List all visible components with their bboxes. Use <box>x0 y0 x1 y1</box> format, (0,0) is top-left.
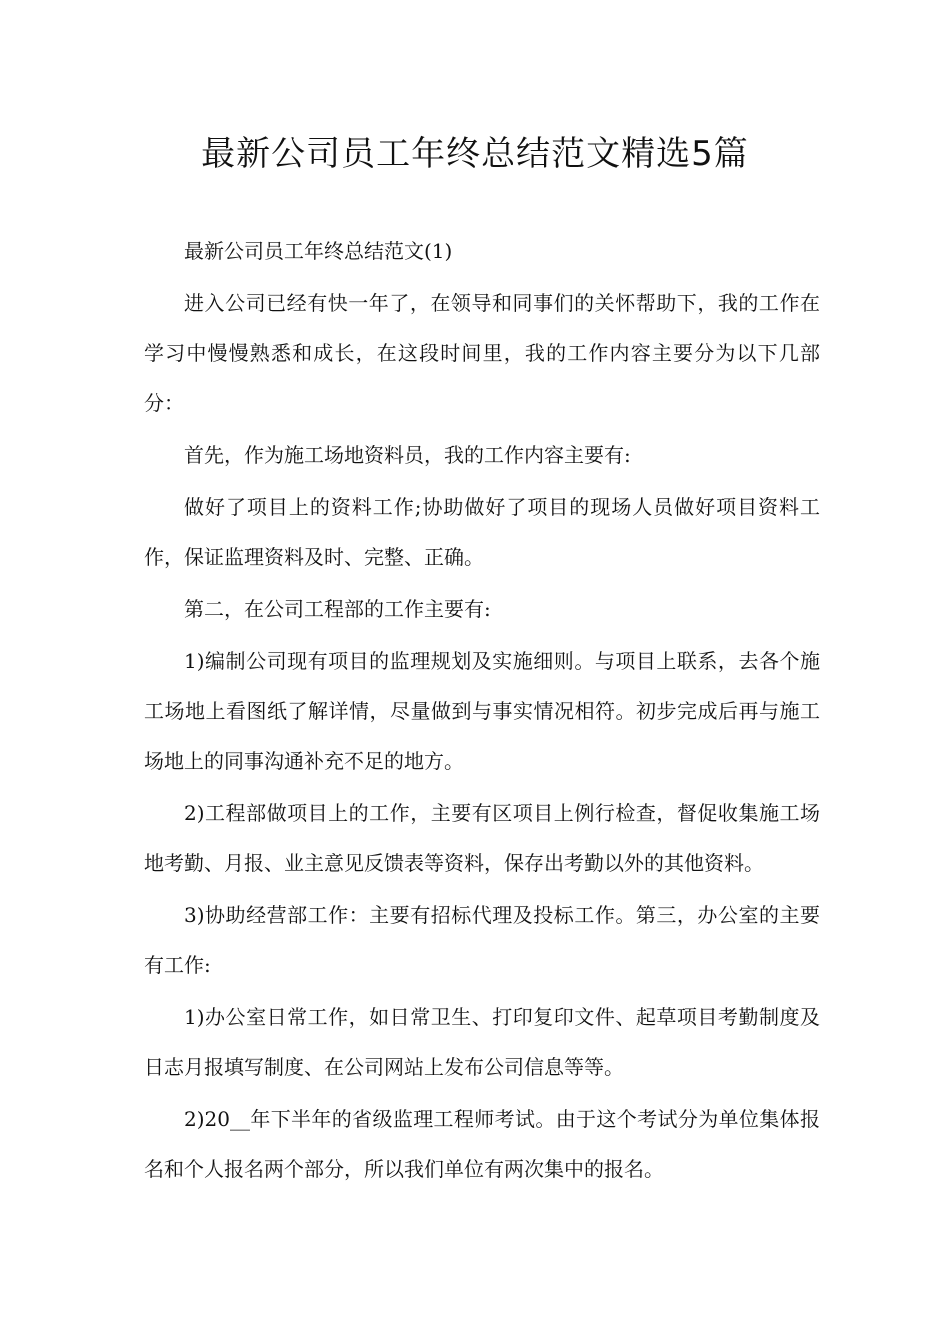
paragraph-1: 最新公司员工年终总结范文(1) <box>184 239 453 263</box>
document-body <box>144 226 820 1196</box>
paragraph-3: 首先，作为施工场地资料员，我的工作内容主要有: <box>184 443 631 467</box>
paragraph-4: 做好了项目上的资料工作;协助做好了项目的现场人员做好项目资料工作，保证监理资料及时、完整、正确。 <box>144 495 820 569</box>
paragraph-10: 2)20__年下半年的省级监理工程师考试。由于这个考试分为单位集体报名和个人报名两个部分，所以我们单位有两次集中的报名。 <box>144 1107 820 1181</box>
paragraph-9: 1)办公室日常工作，如日常卫生、打印复印文件、起草项目考勤制度及日志月报填写制度、在公司网站上发布公司信息等等。 <box>144 1005 820 1079</box>
document-title: 最新公司员工年终总结范文精选5篇 <box>201 134 749 174</box>
paragraph-6: 1)编制公司现有项目的监理规划及实施细则。与项目上联系，去各个施工场地上看图纸了解详情，尽量做到与事实情况相符。初步完成后再与施工场地上的同事沟通补充不足的地方。 <box>144 649 820 773</box>
paragraph-7: 2)工程部做项目上的工作，主要有区项目上例行检查，督促收集施工场地考勤、月报、业主意见反馈表等资料，保存出考勤以外的其他资料。 <box>144 801 820 875</box>
paragraph-2: 进入公司已经有快一年了，在领导和同事们的关怀帮助下，我的工作在学习中慢慢熟悉和成长，在这段时间里，我的工作内容主要分为以下几部分： <box>144 291 820 415</box>
paragraph-8: 3)协助经营部工作：主要有招标代理及投标工作。第三，办公室的主要有工作: <box>144 903 820 977</box>
paragraph-5: 第二，在公司工程部的工作主要有: <box>184 597 491 621</box>
